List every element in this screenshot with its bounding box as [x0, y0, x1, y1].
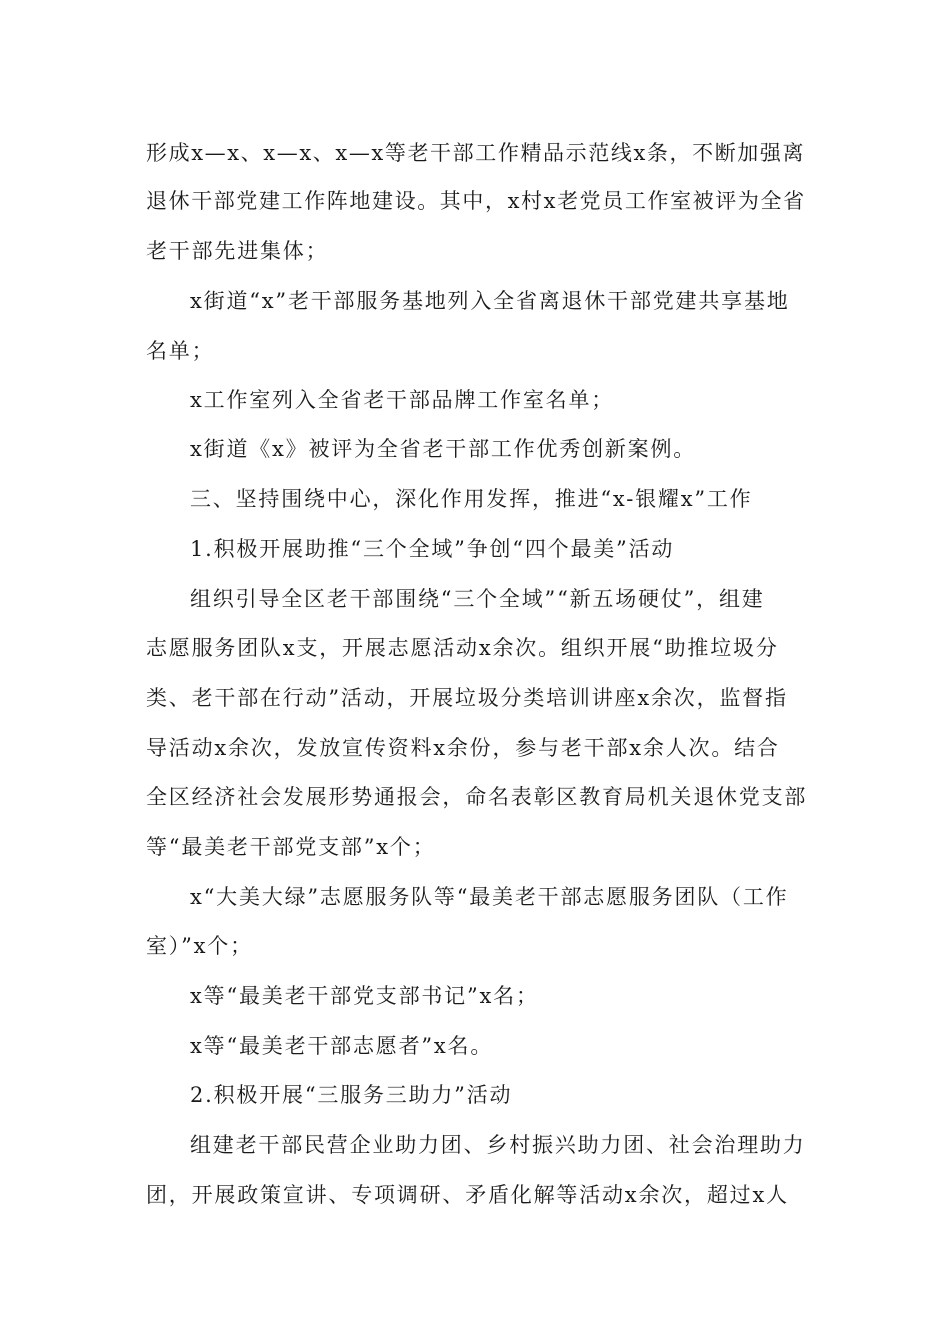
text-line: 志愿服务团队x支，开展志愿活动x余次。组织开展“助推垃圾分	[146, 636, 779, 660]
text-line: 等“最美老干部党支部”x个；	[146, 835, 436, 859]
text-line: 老干部先进集体；	[146, 239, 329, 263]
text-line: 组建老干部民营企业助力团、乡村振兴助力团、社会治理助力	[190, 1133, 806, 1157]
text-line: 团，开展政策宣讲、专项调研、矛盾化解等活动x余次，超过x人	[146, 1183, 789, 1207]
text-line: 退休干部党建工作阵地建设。其中，x村x老党员工作室被评为全省	[146, 189, 806, 213]
section-heading: 三、坚持围绕中心，深化作用发挥，推进“x-银耀x”工作	[190, 487, 753, 511]
text-line: x“大美大绿”志愿服务队等“最美老干部志愿服务团队（工作	[190, 885, 789, 909]
text-line: 类、老干部在行动”活动，开展垃圾分类培训讲座x余次，监督指	[146, 686, 788, 710]
text-line: 全区经济社会发展形势通报会，命名表彰区教育局机关退休党支部	[146, 785, 808, 809]
text-line: x等“最美老干部志愿者”x名。	[190, 1034, 494, 1058]
text-line: x街道《x》被评为全省老干部工作优秀创新案例。	[190, 437, 697, 461]
text-line: x街道“x”老干部服务基地列入全省离退休干部党建共享基地	[190, 289, 790, 313]
text-line: 形成x—x、x—x、x—x等老干部工作精品示范线x条，不断加强离	[146, 141, 806, 165]
text-line: 组织引导全区老干部围绕“三个全域”“新五场硬仗”，组建	[190, 587, 765, 611]
text-line: x工作室列入全省老干部品牌工作室名单；	[190, 388, 615, 412]
text-line: 名单；	[146, 339, 215, 363]
text-line: x等“最美老干部党支部书记”x名；	[190, 984, 539, 1008]
subsection-heading: 2.积极开展“三服务三助力”活动	[190, 1083, 513, 1107]
subsection-heading: 1.积极开展助推“三个全域”争创“四个最美”活动	[190, 537, 675, 561]
text-line: 室）”x个；	[146, 934, 253, 958]
text-line: 导活动x余次，发放宣传资料x余份，参与老干部x余人次。结合	[146, 736, 780, 760]
